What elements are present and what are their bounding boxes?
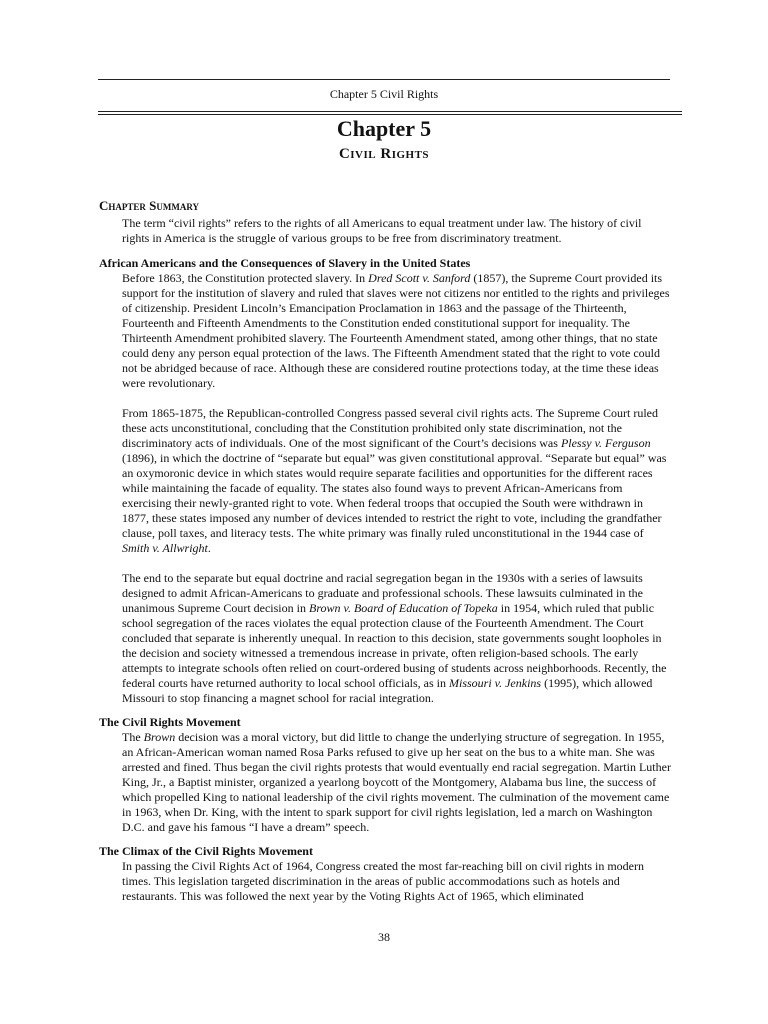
case-name: Brown v. Board of Education of Topeka xyxy=(308,601,498,615)
section-heading-movement: The Civil Rights Movement xyxy=(99,715,241,729)
case-name: Dred Scott v. Sanford xyxy=(368,271,471,285)
case-name: Plessy v. Ferguson xyxy=(560,436,651,450)
summary-intro-paragraph: The term “civil rights” refers to the rights of all Americans to equal treatment under law. The history of civil rights in America is the struggle of various groups to be free from discriminatory treatment. xyxy=(122,216,642,245)
paragraph-civil-rights-movement: The Brown decision was a moral victory, but did little to change the underlying structure of segregation. In 1955, an African-American woman named Rosa Parks refused to give up her seat on the bus to a white man. She was arrested and fined. Thus began the civil rights protests that would eventually end racial segregation. Martin Luther King, Jr., a Baptist minister, organized a yearlong boycott of the Montgomery, Alabama bus line, the success of which propelled King to national leadership of the civil rights movement. The culmination of the movement came in 1963, when Dr. King, with the intent to spark support for civil rights legislation, led a march on Washington D.C. and gave his famous “I have a dream” speech. xyxy=(122,730,671,834)
chapter-subtitle: Civil Rights xyxy=(338,146,430,162)
case-name: Smith v. Allwright xyxy=(122,541,208,555)
case-name: Brown xyxy=(143,730,176,744)
section-heading-climax: The Climax of the Civil Rights Movement xyxy=(99,844,313,858)
chapter-title: Chapter 5 xyxy=(336,116,432,141)
paragraph-1865-1875: From 1865-1875, the Republican-controlled Congress passed several civil rights acts. The Supreme Court ruled these acts unconstitutional, concluding that the Constitution prohibited only state discrimination, not the discriminatory acts of individuals. One of the most significant of the Court’s decisions was Plessy v. Ferguson (1896), in which the doctrine of “separate but equal” was given constitutional approval. “Separate but equal” was an oxymoronic device in which states would require separate facilities and opportunities for the different races while maintaining the facade of equality. The states also found ways to prevent African-Americans from exercising their newly-granted right to vote. When federal troops that occupied the South were withdrawn in 1877, these states imposed any number of devices intended to restrict the right to vote, including the grandfather clause, poll taxes, and literacy tests. The white primary was finally ruled unconstitutional in the 1944 case of Smith v. Allwright. xyxy=(122,406,667,555)
page-number: 38 xyxy=(378,930,390,944)
chapter-body xyxy=(99,198,671,904)
section-heading-slavery: African Americans and the Consequences of Slavery in the United States xyxy=(99,256,471,270)
paragraph-segregation-end: The end to the separate but equal doctrine and racial segregation began in the 1930s with a series of lawsuits designed to admit African-Americans to graduate and professional schools. These lawsuits culminated in the unanimous Supreme Court decision in Brown v. Board of Education of Topeka in 1954, which ruled that public school segregation of the races violates the equal protection clause of the Fourteenth Amendment. The Court concluded that separate is inherently unequal. In reaction to this decision, state governments sought loopholes in the decision and society witnessed a tremendous increase in private, often religion-based schools. The early attempts to integrate schools often relied on court-ordered busing of students across neighborhoods. Recently, the federal courts have returned authority to local school officials, as in Missouri v. Jenkins (1995), which allowed Missouri to stop financing a magnet school for racial integration. xyxy=(122,571,667,705)
top-rule xyxy=(98,79,670,80)
summary-heading: Chapter Summary xyxy=(99,198,200,213)
paragraph-before-1863: Before 1863, the Constitution protected slavery. In Dred Scott v. Sanford (1857), the Supreme Court provided its support for the institution of slavery and ruled that slaves were not citizens nor entitled to the rights and privileges of citizenship. President Lincoln’s Emancipation Proclamation in 1863 and the passage of the Thirteenth, Fourteenth and Fifteenth Amendments to the Constitution ended constitutional support for inequality. The Thirteenth Amendment prohibited slavery. The Fourteenth Amendment stated, among other things, that no state could deny any person equal protection of the laws. The Fifteenth Amendment stated that the right to vote could not be abridged because of race. Although these are considered routine protections today, at the time these ideas were revolutionary. xyxy=(122,271,670,390)
title-rule xyxy=(98,111,682,115)
running-head: Chapter 5 Civil Rights xyxy=(329,87,439,101)
case-name: Missouri v. Jenkins xyxy=(449,676,542,690)
paragraph-civil-rights-act: In passing the Civil Rights Act of 1964, Congress created the most far-reaching bill on civil rights in modern times. This legislation targeted discrimination in the areas of public accommodations such as hotels and restaurants. This was followed the next year by the Voting Rights Act of 1965, which eliminated xyxy=(122,859,644,903)
